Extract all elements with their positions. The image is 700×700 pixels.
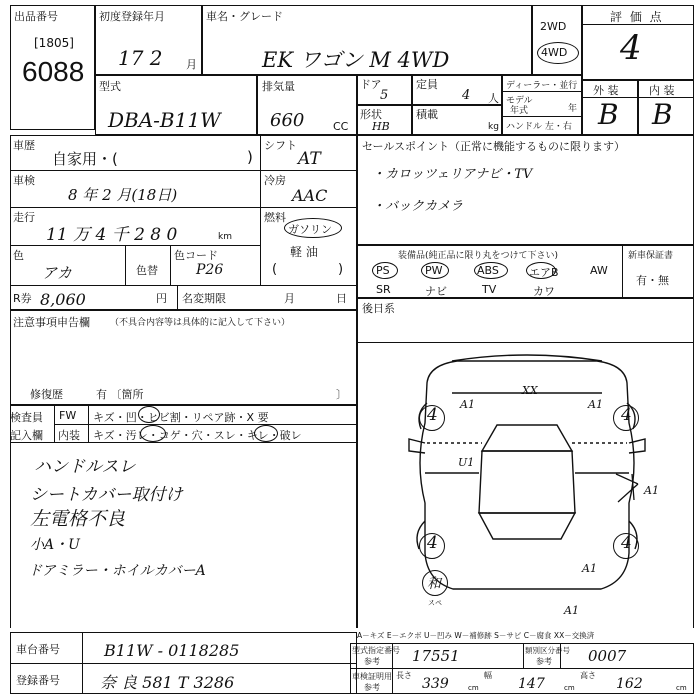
wheel-rl: 4 — [427, 533, 438, 553]
repair-value: 有 〔箇所 — [96, 388, 144, 401]
mark-front-xx: XX — [522, 384, 538, 397]
height-value: 162 — [616, 676, 643, 692]
hand-line-1: ハンドルスレ — [34, 457, 136, 477]
repair-close: 〕 — [336, 388, 347, 401]
year-unit: 年 — [568, 104, 578, 114]
length-label: 長さ — [396, 671, 412, 680]
footer-left-div — [10, 663, 357, 664]
width-label: 幅 — [484, 671, 492, 680]
hand-line-5: ドアミラー・ホイルカバーA — [28, 563, 206, 579]
row-div-3 — [10, 245, 260, 246]
class-sub: 参考 — [536, 657, 552, 666]
notes-label: 注意事項申告欄 — [13, 316, 90, 329]
model-label: 型式 — [99, 80, 121, 93]
mileage-label: 走行 — [13, 211, 35, 224]
repair-label: 修復歴 — [30, 388, 63, 401]
name-change-label: 名変期限 — [182, 292, 226, 305]
hand-line-3: 左電格不良 — [30, 508, 126, 530]
lot-number: 6088 — [22, 56, 85, 87]
class-label: 類別区分番号 — [525, 646, 570, 655]
type-cert-value: 17551 — [412, 647, 460, 665]
legend-text: A－キズ E－エクボ U－凹み W－補修跡 S－サビ C－腐食 XX－交換済 — [357, 631, 595, 640]
equip-airbag: エアB — [529, 266, 559, 279]
load-label: 積載 — [416, 108, 438, 121]
width-value: 147 — [518, 676, 545, 692]
wheel-fr: 4 — [621, 405, 632, 425]
height-label: 高さ — [580, 671, 596, 680]
mileage-value: 11 万 4 千 2 8 0 — [46, 225, 178, 245]
newcar-label: 新車保証書 — [628, 251, 674, 261]
yen-unit: 円 — [156, 292, 167, 305]
fuel-diesel: 軽 油 — [290, 245, 318, 259]
mark-a1-rear-r: A1 — [582, 562, 597, 575]
col-div-namechange — [177, 285, 178, 310]
fuel-paren-r: ) — [338, 262, 344, 277]
type-cert-label: 型式指定番号 — [352, 646, 400, 655]
inspector-label2: 記入欄 — [10, 429, 43, 442]
dealer-label: ディーラー・並行 — [506, 81, 578, 91]
equip-pw: PW — [425, 264, 443, 277]
color-label: 色 — [13, 249, 24, 262]
int-label: 内装 — [58, 429, 80, 442]
rating-divider — [582, 24, 694, 25]
fw-items: キズ・凹・ヒビ割・リペア跡・X 要 — [93, 411, 269, 424]
mark-a1-rear: A1 — [564, 604, 579, 617]
equip-navi: ナビ — [425, 285, 447, 298]
fuel-label: 燃料 — [264, 211, 286, 224]
shape-label: 形状 — [360, 108, 382, 121]
class-value: 0007 — [588, 647, 627, 665]
col-div-colorcode — [170, 245, 171, 285]
col-div-history — [260, 135, 261, 285]
scuff-circle — [254, 425, 278, 442]
cc-unit: CC — [333, 120, 349, 133]
inspector-label: 検査員 — [10, 411, 43, 424]
reg-label: 登録番号 — [16, 674, 60, 687]
ticket-value: 8,060 — [40, 290, 86, 309]
history-close: ) — [247, 148, 253, 166]
aircon-value: AAC — [292, 186, 328, 205]
equip-aw: AW — [590, 264, 608, 277]
newcar-value: 有・無 — [636, 274, 669, 287]
exterior-value: B — [598, 98, 619, 131]
equip-div — [622, 245, 623, 298]
reg-cert-label: 車検証明用 — [352, 672, 392, 681]
width-cm: cm — [564, 684, 575, 692]
capacity-label: 定員 — [416, 78, 438, 91]
lot-label: 出品番号 — [14, 10, 58, 23]
notes-hint: （不具合内容等は具体的に記入して下さい） — [110, 318, 291, 328]
sales-point-2: ・バックカメラ — [372, 199, 464, 214]
wd2-label: 2WD — [540, 20, 567, 33]
row-div-2 — [10, 207, 357, 208]
capacity-value: 4 — [462, 88, 471, 103]
inspection-label: 車検 — [13, 174, 35, 187]
ticket-label: R券 — [13, 292, 32, 305]
interior-label: 内 装 — [649, 84, 675, 97]
dealer-divider — [502, 91, 582, 92]
hand-line-4: 小A・U — [30, 537, 80, 553]
inspection-value: 8 年 2 月(18日) — [68, 186, 178, 204]
displacement-label: 排気量 — [262, 80, 295, 93]
equip-sr: SR — [376, 283, 391, 296]
spare-mark: 和 — [427, 576, 441, 592]
shape-value: HB — [372, 120, 390, 133]
session-number: [1805] — [34, 36, 74, 50]
chassis-label: 車台番号 — [16, 643, 60, 656]
color-code-value: P26 — [196, 262, 224, 278]
footer-right-div — [350, 668, 694, 669]
reg-value: 奈 良 581 T 3286 — [100, 673, 235, 692]
color-change-label: 色替 — [136, 264, 158, 277]
color-code-label: 色コード — [174, 249, 218, 262]
fuel-gas: ガソリン — [288, 223, 332, 236]
chassis-value: B11W - 0118285 — [104, 641, 240, 660]
model-year-label2: 年式 — [510, 106, 529, 116]
history-value: 自家用・( — [52, 150, 118, 168]
stain-circle — [140, 425, 166, 442]
length-value: 339 — [422, 676, 449, 692]
door-label: ドア — [360, 78, 382, 91]
month-unit: 月 — [186, 58, 197, 71]
wheel-fl: 4 — [427, 405, 438, 425]
equip-leather: カワ — [533, 285, 555, 298]
height-cm: cm — [676, 684, 687, 692]
equip-ps: PS — [376, 264, 390, 277]
reg-cert-sub: 参考 — [364, 683, 380, 692]
rating-label: 評 価 点 — [610, 10, 664, 24]
model-year-label: モデル — [506, 96, 533, 106]
rating-value: 4 — [620, 28, 642, 68]
door-value: 5 — [380, 88, 389, 103]
col-div-color — [125, 245, 126, 285]
mark-a1-fl: A1 — [460, 398, 475, 411]
model-value: DBA-B11W — [108, 108, 221, 132]
fuel-paren-l: ( — [272, 262, 278, 277]
footer-left-col — [82, 632, 83, 694]
length-cm: cm — [468, 684, 479, 692]
sales-label: セールスポイント（正常に機能するものに限ります） — [362, 140, 626, 153]
handle-label: ハンドル 左・右 — [506, 122, 572, 132]
first-reg-label: 初度登録年月 — [99, 10, 165, 23]
spare-sub: スペ — [428, 599, 442, 607]
int-items: キズ・汚レ・コゲ・穴・スレ・キレ・破レ — [93, 429, 302, 442]
diagram-frame — [357, 343, 694, 628]
shift-label: シフト — [264, 139, 297, 152]
car-name-value: EK ワゴン M 4WD — [262, 48, 450, 72]
fw-label: FW — [59, 409, 77, 422]
hand-line-2: シートカバー取付け — [30, 485, 183, 505]
sales-point-1: ・カロッツェリアナビ・TV — [372, 167, 533, 182]
equip-abs: ABS — [477, 264, 499, 277]
color-value: アカ — [42, 264, 72, 282]
displacement-value: 660 — [270, 110, 305, 131]
handle-divider — [502, 116, 582, 117]
mark-a1-fr: A1 — [588, 398, 603, 411]
wd4-label: 4WD — [541, 46, 568, 59]
equipment-title: 装備品(純正品に限り丸をつけて下さい) — [398, 251, 559, 261]
dent-circle — [138, 406, 160, 423]
exterior-label: 外 装 — [593, 84, 619, 97]
mark-u1: U1 — [458, 456, 475, 469]
wheel-rr: 4 — [621, 533, 632, 553]
equip-tv: TV — [482, 283, 497, 296]
aircon-label: 冷房 — [264, 174, 286, 187]
person-unit: 人 — [488, 92, 499, 105]
km-unit: km — [218, 232, 232, 242]
row-div-4 — [10, 285, 357, 286]
later-box — [357, 298, 694, 343]
car-name-label: 車名・グレード — [206, 10, 283, 23]
shift-value: AT — [298, 149, 321, 169]
type-cert-sub: 参考 — [364, 657, 380, 666]
wd-box — [532, 5, 582, 75]
interior-value: B — [652, 98, 673, 131]
later-label: 後日系 — [362, 302, 395, 315]
day-label: 日 — [336, 292, 347, 305]
history-label: 車歴 — [13, 139, 35, 152]
kg-unit: kg — [488, 122, 499, 132]
mark-a1-right: A1 — [644, 484, 659, 497]
row-div-1 — [10, 170, 357, 171]
month-label: 月 — [284, 292, 295, 305]
first-reg-value: 17 2 — [118, 46, 163, 70]
footer-right-col2 — [523, 643, 524, 668]
